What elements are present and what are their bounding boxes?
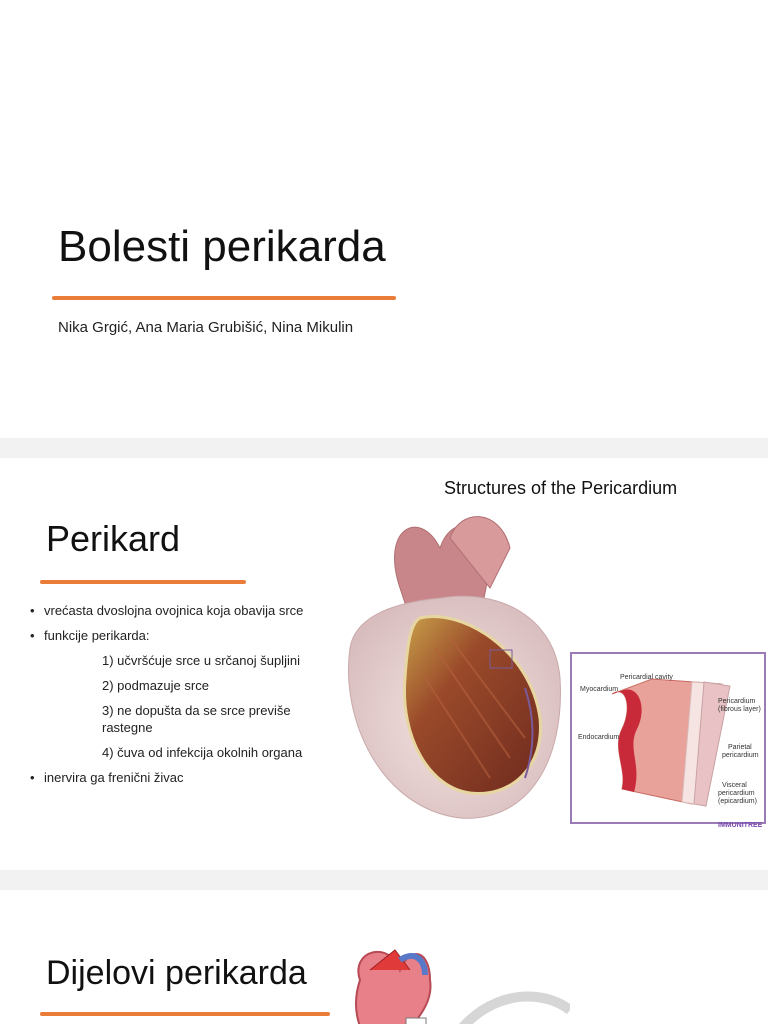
list-item: 3) ne dopušta da se srce previše rastegne	[102, 703, 291, 735]
pericardium-layers-inset	[570, 652, 766, 824]
heart-illustration	[340, 940, 570, 1024]
title-underline	[40, 1012, 330, 1016]
image-credit: IMMUNITREE	[718, 822, 763, 829]
label-visceral-pericardium: pericardium	[718, 790, 755, 797]
bullet-list	[28, 602, 328, 794]
label-myocardium: Myocardium	[580, 686, 619, 693]
list-item: 2) podmazuje srce	[102, 678, 209, 693]
label-parietal: Parietal	[728, 744, 752, 751]
slide-divider	[0, 438, 768, 458]
label-pericardium: Pericardium	[718, 698, 756, 705]
authors-text: Nika Grgić, Ana Maria Grubišić, Nina Mikulin	[58, 319, 354, 336]
title-underline	[40, 580, 246, 584]
slide-title: Dijelovi perikarda	[46, 954, 307, 992]
perikard-slide	[0, 458, 768, 870]
label-epicardium: (epicardium)	[718, 798, 757, 805]
label-visceral: Visceral	[722, 782, 747, 789]
slide-title: Bolesti perikarda	[58, 222, 386, 271]
figure-title: Structures of the Pericardium	[444, 478, 678, 498]
list-item: 1) učvršćuje srce u srčanoj šupljini	[102, 653, 300, 668]
label-endocardium: Endocardium	[578, 734, 620, 741]
pericardium-heart-illustration	[340, 508, 570, 828]
list-item: • vrećasta dvoslojna ovojnica koja obavija srce	[28, 602, 328, 619]
list-item: • inervira ga frenični živac	[28, 769, 328, 786]
title-underline	[52, 296, 396, 300]
dijelovi-slide	[0, 890, 768, 1024]
title-slide	[0, 0, 768, 438]
list-item: 4) čuva od infekcija okolnih organa	[102, 745, 303, 760]
label-pericardial-cavity: Pericardial cavity	[620, 674, 673, 681]
list-item: • funkcije perikarda:	[28, 627, 328, 644]
slide-divider	[0, 870, 768, 890]
slide-title: Perikard	[46, 518, 181, 559]
label-parietal-pericardium: pericardium	[722, 752, 759, 759]
label-fibrous-layer: (fibrous layer)	[718, 706, 761, 713]
